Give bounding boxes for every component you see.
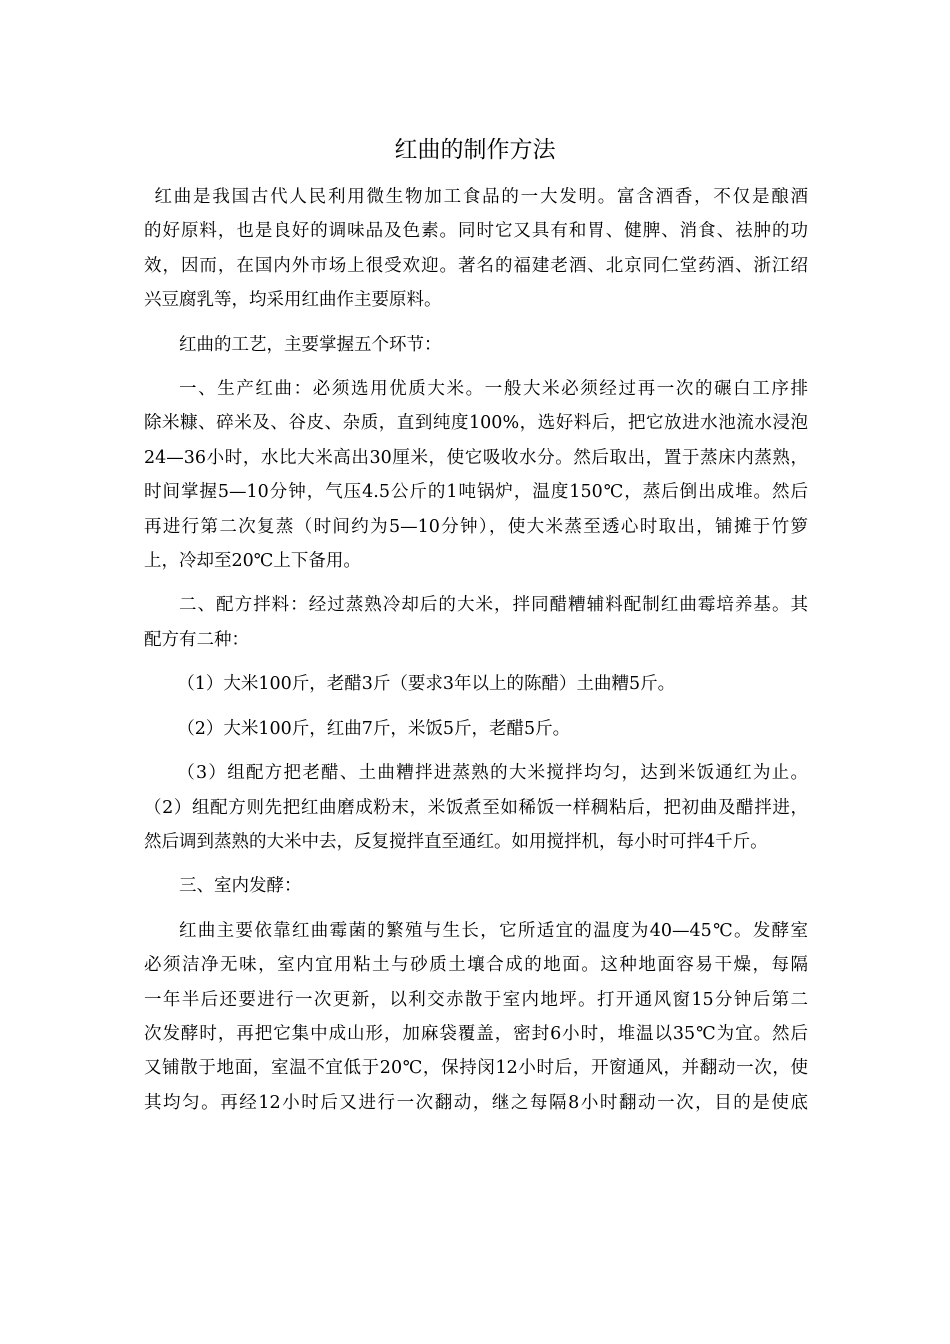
text-line: 上，冷却至20℃上下备用。	[144, 551, 361, 572]
text-line: 时间掌握5—10分钟，气压4.5公斤的1吨锅炉，温度150℃，蒸后倒出成堆。然后	[144, 482, 808, 503]
text-line: （3）组配方把老醋、土曲糟拌进蒸熟的大米搅拌均匀，达到米饭通红为止。	[177, 763, 808, 784]
text-line: 红曲是我国古代人民利用微生物加工食品的一大发明。富含酒香，不仅是酿酒	[154, 187, 808, 207]
text-line: （2）大米100斤，红曲7斤，米饭5斤，老醋5斤。	[177, 718, 571, 739]
text-line: 二、配方拌料：经过蒸熟冷却后的大米，拌同醋糟辅料配制红曲霉培养基。其	[179, 595, 808, 616]
document-title: 红曲的制作方法	[394, 137, 556, 163]
text-line: 然后调到蒸熟的大米中去，反复搅拌直至通红。如用搅拌机，每小时可拌4千斤。	[144, 831, 768, 852]
document-body	[144, 180, 808, 1120]
text-line: 除米糠、碎米及、谷皮、杂质，直到纯度100%，选好料后，把它放进水池流水浸泡	[144, 413, 808, 434]
text-line: （1）大米100斤，老醋3斤（要求3年以上的陈醋）土曲糟5斤。	[177, 674, 676, 695]
paragraph-mixing	[144, 756, 808, 859]
text-line: 再进行第二次复蒸（时间约为5—10分钟），使大米蒸至透心时取出，铺摊于竹箩	[144, 516, 808, 537]
text-line: 三、室内发酵：	[179, 876, 302, 897]
text-line: 次发酵时，再把它集中成山形，加麻袋覆盖，密封6小时，堆温以35℃为宜。然后	[144, 1023, 808, 1044]
text-line: 一年半后还要进行一次更新，以利交赤散于室内地坪。打开通风窗15分钟后第二	[144, 989, 808, 1010]
paragraph-step-three	[144, 869, 808, 903]
paragraph-formula-one	[144, 667, 808, 701]
paragraph-formula-two	[144, 712, 808, 746]
text-line: 兴豆腐乳等，均采用红曲作主要原料。	[144, 290, 442, 311]
paragraph-intro	[144, 180, 808, 318]
text-line: 其均匀。再经12小时后又进行一次翻动，继之每隔8小时翻动一次，目的是使底	[144, 1092, 808, 1113]
paragraph-fermentation	[144, 914, 808, 1120]
text-line: 又铺散于地面，室温不宜低于20℃，保持闵12小时后，开窗通风，并翻动一次，使	[144, 1058, 808, 1079]
text-line: 一、生产红曲：必须选用优质大米。一般大米必须经过再一次的碾白工序排	[179, 379, 808, 400]
text-line: 效，因而，在国内外市场上很受欢迎。著名的福建老酒、北京同仁堂药酒、浙江绍	[144, 255, 808, 276]
text-line: 24—36小时，水比大米高出30厘米，使它吸收水分。然后取出，置于蒸床内蒸熟，	[144, 447, 808, 468]
paragraph-step-two	[144, 588, 808, 657]
text-line: 必须洁净无味，室内宜用粘土与砂质土壤合成的地面。这种地面容易干燥，每隔	[144, 955, 808, 976]
paragraph-step-one	[144, 372, 808, 578]
text-line: （2）组配方则先把红曲磨成粉末，米饭煮至如稀饭一样稠粘后，把初曲及醋拌进，	[144, 797, 808, 818]
text-line: 红曲主要依靠红曲霉菌的繁殖与生长，它所适宜的温度为40—45℃。发酵室	[179, 920, 808, 941]
text-line: 红曲的工艺，主要掌握五个环节：	[179, 334, 442, 355]
paragraph-process-overview	[144, 328, 808, 362]
text-line: 配方有二种：	[144, 629, 249, 650]
text-line: 的好原料，也是良好的调味品及色素。同时它又具有和胃、健脾、消食、祛肿的功	[144, 221, 808, 242]
